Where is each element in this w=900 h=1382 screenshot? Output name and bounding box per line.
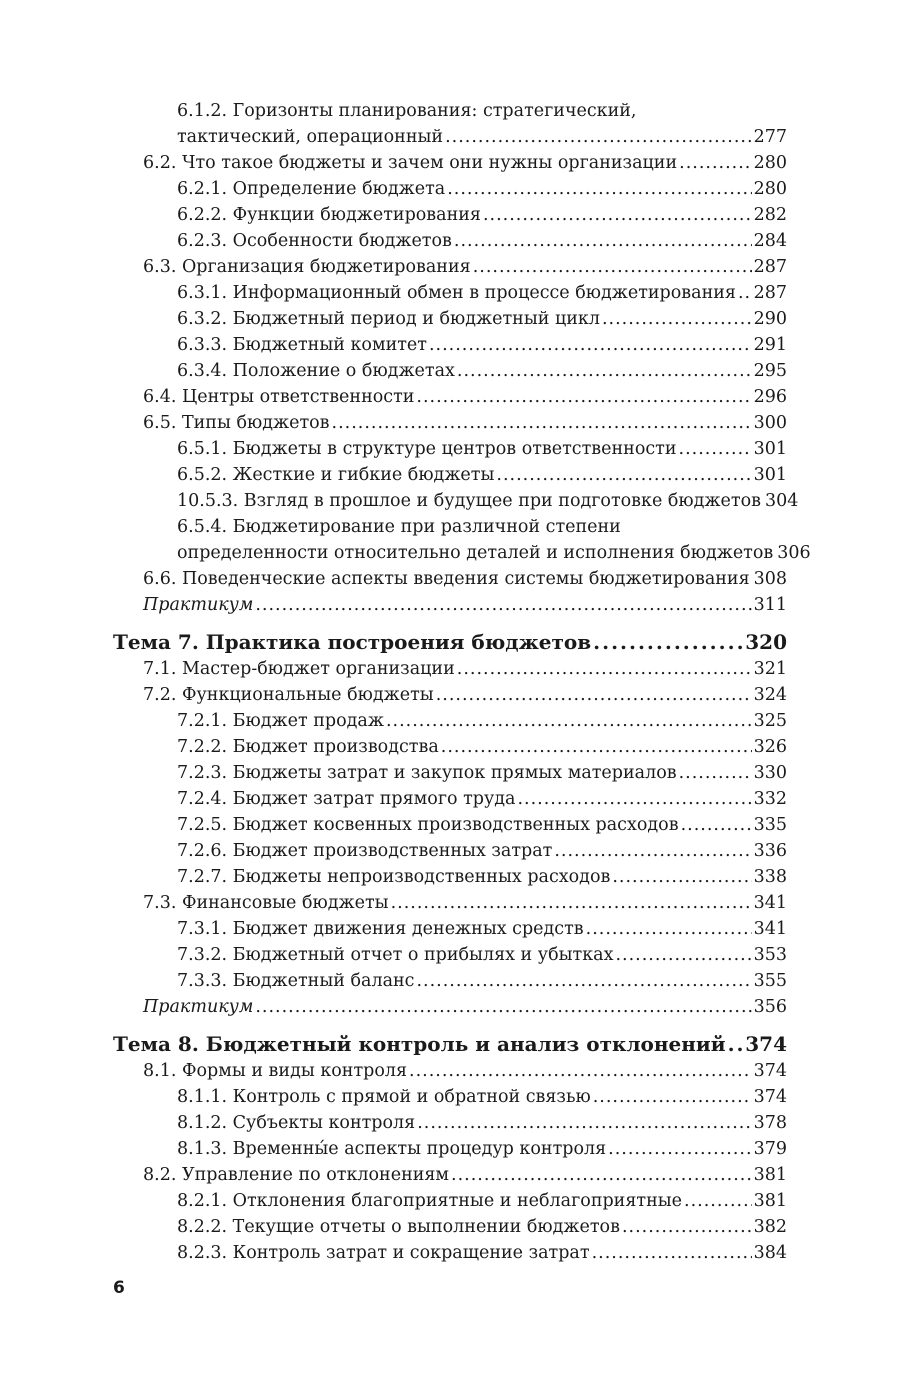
- toc-entry-page: 321: [753, 659, 787, 679]
- toc-entry-page: 353: [753, 945, 787, 965]
- toc-entry-title: 7.2. Функциональные бюджеты: [143, 685, 434, 705]
- toc-entry[interactable]: [177, 838, 787, 864]
- toc-entry-page: 296: [753, 387, 787, 407]
- toc-entry[interactable]: [143, 656, 787, 682]
- toc-entry[interactable]: [177, 1136, 787, 1162]
- toc-entry[interactable]: [177, 202, 787, 228]
- toc-entry[interactable]: [177, 942, 787, 968]
- dot-leader: [593, 1084, 752, 1110]
- toc-entry-title: 8.2.2. Текущие отчеты о выполнении бюджетов: [177, 1217, 620, 1237]
- toc-entry[interactable]: [143, 150, 787, 176]
- dot-leader: [436, 682, 752, 708]
- toc-entry-page: 311: [753, 595, 787, 615]
- dot-leader: [416, 968, 751, 994]
- dot-leader: [417, 1110, 751, 1136]
- dot-leader: [391, 890, 752, 916]
- toc-entry[interactable]: [143, 254, 787, 280]
- toc-entry-title: Практикум: [143, 997, 254, 1017]
- toc-entry-page: 300: [753, 413, 787, 433]
- toc-entry-title: 6.5.2. Жесткие и гибкие бюджеты: [177, 465, 495, 485]
- toc-entry-page: 325: [753, 711, 787, 731]
- toc-entry-page: 381: [753, 1191, 787, 1211]
- dot-leader: [592, 1240, 752, 1266]
- toc-entry-title: 8.2.1. Отклонения благоприятные и неблагоприятные: [177, 1191, 683, 1211]
- toc-entry-title: 8.1. Формы и виды контроля: [143, 1061, 408, 1081]
- dot-leader: [386, 708, 752, 734]
- toc-entry[interactable]: [177, 968, 787, 994]
- toc-entry[interactable]: [177, 1240, 787, 1266]
- dot-leader: [517, 786, 751, 812]
- toc-entry[interactable]: [143, 592, 787, 618]
- dot-leader: [416, 384, 751, 410]
- toc-entry-page: 336: [753, 841, 787, 861]
- dot-leader: [473, 254, 752, 280]
- toc-entry-page: 378: [753, 1113, 787, 1133]
- dot-leader: [681, 812, 752, 838]
- toc-entry-page: 356: [753, 997, 787, 1017]
- toc-entry-title: 6.3.1. Информационный обмен в процессе бюджетирования: [177, 283, 736, 303]
- toc-entry-page: 284: [753, 231, 787, 251]
- toc-entry-page: 374: [753, 1061, 787, 1081]
- toc-entry[interactable]: [177, 280, 787, 306]
- toc-entry[interactable]: [143, 566, 787, 592]
- toc-entry-page: 287: [753, 283, 787, 303]
- toc-entry-page: 330: [753, 763, 787, 783]
- toc-entry-title: 6.3. Организация бюджетирования: [143, 257, 471, 277]
- dot-leader: [586, 916, 752, 942]
- dot-leader: [684, 1188, 752, 1214]
- toc-entry-page: 277: [753, 127, 787, 147]
- dot-leader: [738, 280, 752, 306]
- toc-entry-title: 6.2.1. Определение бюджета: [177, 179, 446, 199]
- dot-leader: [612, 864, 751, 890]
- toc-entry-page: 287: [753, 257, 787, 277]
- toc-entry[interactable]: [143, 1162, 787, 1188]
- toc-entry[interactable]: [177, 306, 787, 332]
- toc-entry-page: 374: [745, 1032, 787, 1056]
- toc-entry[interactable]: [143, 890, 787, 916]
- toc-entry-title: 7.2.1. Бюджет продаж: [177, 711, 384, 731]
- toc-entry-page: 308: [753, 569, 788, 589]
- toc-entry-title: 6.4. Центры ответственности: [143, 387, 415, 407]
- toc-entry-page: 282: [753, 205, 787, 225]
- toc-entry[interactable]: [177, 124, 787, 150]
- toc-entry[interactable]: [177, 462, 787, 488]
- toc-entry[interactable]: [143, 994, 787, 1020]
- dot-leader: [593, 628, 743, 656]
- dot-leader: [457, 358, 752, 384]
- dot-leader: [409, 1058, 752, 1084]
- toc-topic-heading[interactable]: [113, 628, 787, 656]
- dot-leader: [332, 410, 752, 436]
- toc-entry-title: 7.2.5. Бюджет косвенных производственных расходов: [177, 815, 679, 835]
- toc-entry-title: 6.6. Поведенческие аспекты введения системы бюджетирования: [143, 569, 750, 589]
- toc-entry-page: 295: [753, 361, 787, 381]
- toc-entry[interactable]: [177, 1110, 787, 1136]
- toc-entry-title: 7.2.6. Бюджет производственных затрат: [177, 841, 553, 861]
- toc-entry-page: 379: [753, 1139, 787, 1159]
- toc-entry-title: определенности относительно деталей и исполнения бюджетов: [177, 543, 774, 563]
- dot-leader: [602, 306, 752, 332]
- toc-entry-page: 304: [764, 491, 799, 511]
- page-number: 6: [113, 1278, 125, 1298]
- dot-leader: [496, 462, 751, 488]
- toc-entry[interactable]: [143, 384, 787, 410]
- toc-entry[interactable]: [177, 1188, 787, 1214]
- toc-entry[interactable]: [177, 760, 787, 786]
- dot-leader: [679, 436, 752, 462]
- toc-entry-page: 341: [753, 919, 787, 939]
- toc-entry-page: 335: [753, 815, 787, 835]
- dot-leader: [483, 202, 752, 228]
- toc-entry-page: 326: [753, 737, 787, 757]
- dot-leader: [441, 734, 752, 760]
- toc-entry-title: 6.5.1. Бюджеты в структуре центров ответственности: [177, 439, 677, 459]
- toc-entry-page: 355: [753, 971, 787, 991]
- toc-entry-page: 280: [753, 153, 787, 173]
- toc-entry[interactable]: [177, 864, 787, 890]
- dot-leader: [554, 838, 751, 864]
- toc-entry[interactable]: [177, 176, 787, 202]
- toc-entry-title: 6.2. Что такое бюджеты и зачем они нужны организации: [143, 153, 678, 173]
- toc-entry-title: 7.2.3. Бюджеты затрат и закупок прямых материалов: [177, 763, 677, 783]
- toc-entry[interactable]: [177, 228, 787, 254]
- toc-entry[interactable]: [177, 358, 787, 384]
- toc-entry[interactable]: [177, 332, 787, 358]
- toc-entry[interactable]: [177, 436, 787, 462]
- toc-entry[interactable]: [177, 812, 787, 838]
- toc-entry-title: 6.3.2. Бюджетный период и бюджетный цикл: [177, 309, 600, 329]
- dot-leader: [608, 1136, 751, 1162]
- toc-entry-page: 301: [753, 465, 787, 485]
- toc-entry-title: 7.2.2. Бюджет производства: [177, 737, 439, 757]
- toc-entry-title: 8.1.3. Временны́е аспекты процедур контроля: [177, 1139, 607, 1159]
- dot-leader: [457, 656, 752, 682]
- toc-entry-title: 7.3.2. Бюджетный отчет о прибылях и убытках: [177, 945, 614, 965]
- dot-leader: [451, 1162, 752, 1188]
- toc-entry-page: 374: [753, 1087, 787, 1107]
- toc-entry[interactable]: [177, 916, 787, 942]
- toc-entry-title: Тема 8. Бюджетный контроль и анализ отклонений: [113, 1032, 726, 1056]
- toc-entry-page: 381: [753, 1165, 787, 1185]
- toc-entry-title: 6.5. Типы бюджетов: [143, 413, 330, 433]
- toc-entry-page: 338: [753, 867, 787, 887]
- toc-entry-title: 8.2. Управление по отклонениям: [143, 1165, 450, 1185]
- dot-leader: [447, 176, 751, 202]
- toc-entry[interactable]: [177, 1214, 787, 1240]
- toc-entry[interactable]: [177, 540, 811, 566]
- toc-entry-first-line: 6.1.2. Горизонты планирования: стратегический,: [177, 101, 637, 121]
- toc-entry-title: 6.3.3. Бюджетный комитет: [177, 335, 427, 355]
- toc-entry[interactable]: [177, 734, 787, 760]
- toc-entry-title: 10.5.3. Взгляд в прошлое и будущее при подготовке бюджетов: [177, 491, 761, 511]
- toc-entry-title: 8.1.1. Контроль с прямой и обратной связью: [177, 1087, 591, 1107]
- toc-entry-page: 341: [753, 893, 787, 913]
- toc-entry-title: 6.2.2. Функции бюджетирования: [177, 205, 481, 225]
- toc-entry-page: 384: [753, 1243, 787, 1263]
- toc-entry-page: 324: [753, 685, 787, 705]
- toc-entry-page: 332: [753, 789, 787, 809]
- toc-entry-title: 7.1. Мастер-бюджет организации: [143, 659, 455, 679]
- toc-entry-page: 280: [753, 179, 787, 199]
- toc-entry-title: 6.3.4. Положение о бюджетах: [177, 361, 455, 381]
- dot-leader: [615, 942, 751, 968]
- dot-leader: [255, 994, 751, 1020]
- toc-entry-page: 291: [753, 335, 787, 355]
- toc-entry[interactable]: [177, 1084, 787, 1110]
- dot-leader: [679, 760, 752, 786]
- dot-leader: [255, 592, 751, 618]
- dot-leader: [429, 332, 752, 358]
- toc-topic-heading[interactable]: [113, 1030, 787, 1058]
- toc-entry-title: 7.3. Финансовые бюджеты: [143, 893, 389, 913]
- toc-entry-page: 306: [777, 543, 811, 563]
- toc-entry-title: 7.3.3. Бюджетный баланс: [177, 971, 415, 991]
- toc-entry[interactable]: [177, 708, 787, 734]
- toc-entry-title: Тема 7. Практика построения бюджетов: [113, 630, 592, 654]
- toc-entry[interactable]: [177, 488, 799, 514]
- toc-entry-first-line: 6.5.4. Бюджетирование при различной степени: [177, 517, 621, 537]
- toc-entry-page: 382: [753, 1217, 787, 1237]
- toc-entry-title: 8.1.2. Субъекты контроля: [177, 1113, 416, 1133]
- toc-entry[interactable]: [143, 1058, 787, 1084]
- dot-leader: [622, 1214, 752, 1240]
- toc-entry[interactable]: [177, 786, 787, 812]
- toc-entry-title: 7.2.4. Бюджет затрат прямого труда: [177, 789, 516, 809]
- toc-entry-title: Практикум: [143, 595, 254, 615]
- toc-entry[interactable]: [143, 682, 787, 708]
- toc-entry-page: 301: [753, 439, 787, 459]
- toc-entry-page: 320: [745, 630, 787, 654]
- toc-entry-title: 8.2.3. Контроль затрат и сокращение затрат: [177, 1243, 590, 1263]
- dot-leader: [454, 228, 752, 254]
- dot-leader: [728, 1030, 744, 1058]
- toc-entry-title: 7.3.1. Бюджет движения денежных средств: [177, 919, 584, 939]
- toc-entry[interactable]: [143, 410, 787, 436]
- toc-entry-title: 7.2.7. Бюджеты непроизводственных расходов: [177, 867, 611, 887]
- toc-entry-title: 6.2.3. Особенности бюджетов: [177, 231, 452, 251]
- dot-leader: [445, 124, 752, 150]
- toc-entry-title: тактический, операционный: [177, 127, 444, 147]
- toc-entry-page: 290: [753, 309, 787, 329]
- dot-leader: [679, 150, 751, 176]
